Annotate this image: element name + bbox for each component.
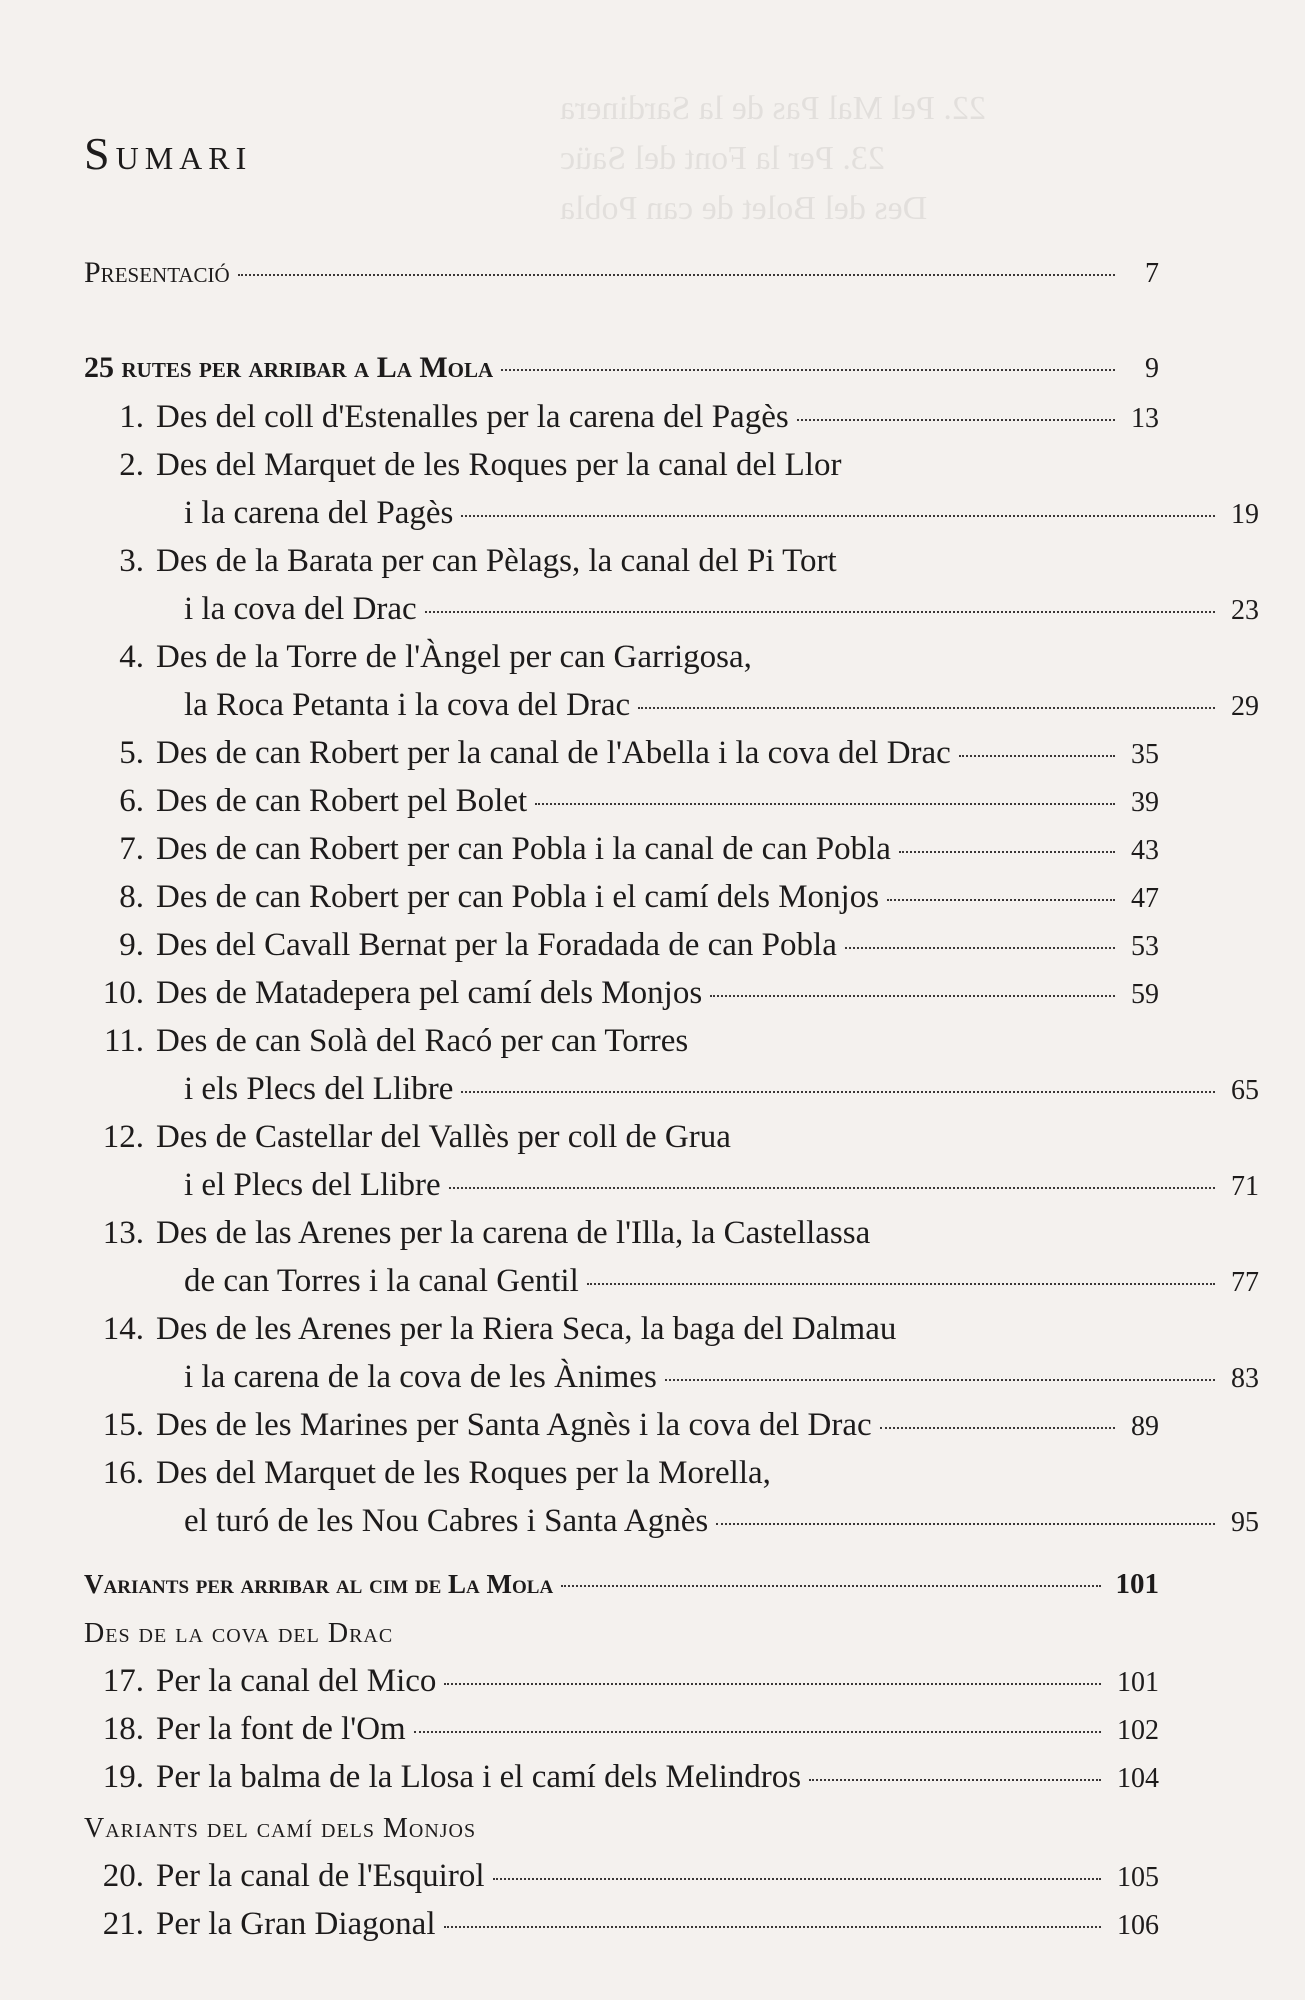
toc-variant-21[interactable] bbox=[84, 1904, 1159, 1946]
route-number: 19. bbox=[102, 1759, 144, 1795]
route-number: 18. bbox=[102, 1711, 144, 1747]
leader-dots bbox=[461, 515, 1215, 517]
toc-page-number: 47 bbox=[1131, 883, 1159, 914]
route-number: 7. bbox=[119, 831, 144, 867]
show-through-ghost-text: 23. Per la Font del Saüc bbox=[560, 140, 885, 177]
leader-dots bbox=[493, 1878, 1101, 1880]
toc-page-number: 35 bbox=[1131, 739, 1159, 770]
route-label: Per la balma de la Llosa i el camí dels Melindros bbox=[156, 1759, 802, 1795]
toc-variant-19[interactable] bbox=[84, 1757, 1159, 1799]
route-label-continued: i el Plecs del Llibre bbox=[184, 1167, 441, 1203]
route-number: 8. bbox=[119, 879, 144, 915]
route-label: Des de Matadepera pel camí dels Monjos bbox=[156, 975, 703, 1011]
toc-route-2-continuation[interactable] bbox=[84, 493, 1259, 535]
route-label: Des de can Solà del Racó per can Torres bbox=[156, 1023, 689, 1059]
leader-dots bbox=[880, 1427, 1115, 1429]
route-number: 16. bbox=[102, 1455, 144, 1491]
toc-route-14-continuation[interactable] bbox=[84, 1357, 1259, 1399]
toc-route-15[interactable] bbox=[84, 1405, 1159, 1447]
toc-page-number: 101 bbox=[1117, 1667, 1159, 1698]
route-number: 10. bbox=[102, 975, 144, 1011]
route-label-continued: el turó de les Nou Cabres i Santa Agnès bbox=[184, 1503, 709, 1539]
toc-page-number: 7 bbox=[1145, 258, 1159, 289]
route-label-continued: i els Plecs del Llibre bbox=[184, 1071, 454, 1107]
toc-route-12-continuation[interactable] bbox=[84, 1165, 1259, 1207]
route-number: 20. bbox=[102, 1858, 144, 1894]
toc-section-variants[interactable] bbox=[84, 1564, 1159, 1604]
toc-page-number: 89 bbox=[1131, 1411, 1159, 1442]
leader-dots bbox=[710, 995, 1115, 997]
route-label: Des de can Robert per can Pobla i el camí dels Monjos bbox=[156, 879, 880, 915]
leader-dots bbox=[809, 1779, 1101, 1781]
toc-route-4-continuation[interactable] bbox=[84, 685, 1259, 727]
toc-page-number: 106 bbox=[1117, 1910, 1159, 1941]
toc-subheading-monjos bbox=[84, 1809, 1159, 1849]
route-label: Per la Gran Diagonal bbox=[156, 1906, 436, 1942]
leader-dots bbox=[665, 1379, 1215, 1381]
toc-route-8[interactable] bbox=[84, 877, 1159, 919]
toc-page-number: 71 bbox=[1231, 1171, 1259, 1202]
route-number: 3. bbox=[119, 543, 144, 579]
route-number: 21. bbox=[102, 1906, 144, 1942]
leader-dots bbox=[797, 419, 1115, 421]
leader-dots bbox=[535, 803, 1115, 805]
toc-route-11[interactable] bbox=[84, 1021, 1159, 1061]
route-label: Des del Cavall Bernat per la Foradada de can Pobla bbox=[156, 927, 837, 963]
toc-route-3[interactable] bbox=[84, 541, 1159, 581]
toc-variant-18[interactable] bbox=[84, 1709, 1159, 1751]
leader-dots bbox=[444, 1683, 1101, 1685]
toc-page-number: 105 bbox=[1117, 1862, 1159, 1893]
leader-dots bbox=[899, 851, 1115, 853]
leader-dots bbox=[449, 1187, 1215, 1189]
toc-section-label: Variants per arribar al cim de La Mola bbox=[84, 1569, 554, 1599]
route-number: 1. bbox=[119, 399, 144, 435]
toc-route-13-continuation[interactable] bbox=[84, 1261, 1259, 1303]
leader-dots bbox=[845, 947, 1115, 949]
route-label: Per la canal de l'Esquirol bbox=[156, 1858, 485, 1894]
toc-section-label: 25 rutes per arribar a La Mola bbox=[84, 351, 494, 384]
route-label: Per la canal del Mico bbox=[156, 1663, 437, 1699]
route-number: 4. bbox=[119, 639, 144, 675]
leader-dots bbox=[444, 1926, 1102, 1928]
leader-dots bbox=[638, 707, 1215, 709]
toc-page-number: 29 bbox=[1231, 691, 1259, 722]
route-label: Des de can Robert pel Bolet bbox=[156, 783, 528, 819]
toc-route-11-continuation[interactable] bbox=[84, 1069, 1259, 1111]
route-number: 11. bbox=[103, 1023, 144, 1059]
toc-route-13[interactable] bbox=[84, 1213, 1159, 1253]
toc-page-number: 104 bbox=[1117, 1763, 1159, 1794]
toc-subheading-label: Des de la cova del Drac bbox=[84, 1618, 394, 1649]
toc-page-number: 83 bbox=[1231, 1363, 1259, 1394]
route-label-continued: i la cova del Drac bbox=[184, 591, 417, 627]
toc-route-9[interactable] bbox=[84, 925, 1159, 967]
leader-dots bbox=[587, 1283, 1215, 1285]
toc-page-number: 9 bbox=[1145, 353, 1159, 384]
toc-route-7[interactable] bbox=[84, 829, 1159, 871]
leader-dots bbox=[887, 899, 1115, 901]
toc-page-number: 19 bbox=[1231, 499, 1259, 530]
toc-page-number: 53 bbox=[1131, 931, 1159, 962]
toc-subheading-label: Variants del camí dels Monjos bbox=[84, 1813, 477, 1844]
toc-page-number: 43 bbox=[1131, 835, 1159, 866]
toc-page-number: 95 bbox=[1231, 1507, 1259, 1538]
leader-dots bbox=[501, 369, 1115, 371]
route-number: 9. bbox=[119, 927, 144, 963]
toc-route-5[interactable] bbox=[84, 733, 1159, 775]
leader-dots bbox=[959, 755, 1115, 757]
route-number: 6. bbox=[119, 783, 144, 819]
toc-page-number: 77 bbox=[1231, 1267, 1259, 1298]
page-title: Sumari bbox=[84, 127, 253, 179]
toc-section-rutes[interactable] bbox=[84, 348, 1159, 389]
route-label: Des de la Torre de l'Àngel per can Garrigosa, bbox=[156, 639, 752, 675]
toc-route-4[interactable] bbox=[84, 637, 1159, 677]
leader-dots bbox=[238, 274, 1115, 276]
route-label: Des del Marquet de les Roques per la Morella, bbox=[156, 1455, 771, 1491]
toc-variant-20[interactable] bbox=[84, 1856, 1159, 1898]
toc-route-14[interactable] bbox=[84, 1309, 1159, 1349]
route-label-continued: la Roca Petanta i la cova del Drac bbox=[184, 687, 631, 723]
route-label-continued: i la carena de la cova de les Ànimes bbox=[184, 1359, 657, 1395]
route-label: Des de les Marines per Santa Agnès i la cova del Drac bbox=[156, 1407, 872, 1443]
toc-route-16-continuation[interactable] bbox=[84, 1501, 1259, 1543]
route-label: Des de la Barata per can Pèlags, la canal del Pi Tort bbox=[156, 543, 837, 579]
show-through-ghost-text: 22. Pel Mal Pas de la Sardinera bbox=[560, 90, 986, 127]
toc-variant-17[interactable] bbox=[84, 1661, 1159, 1703]
route-number: 12. bbox=[102, 1119, 144, 1155]
route-label: Per la font de l'Om bbox=[156, 1711, 406, 1747]
toc-page-number: 13 bbox=[1131, 403, 1159, 434]
route-label: Des del Marquet de les Roques per la canal del Llor bbox=[156, 447, 842, 483]
route-number: 15. bbox=[102, 1407, 144, 1443]
toc-page-number: 65 bbox=[1231, 1075, 1259, 1106]
toc-route-1[interactable] bbox=[84, 397, 1159, 439]
leader-dots bbox=[561, 1585, 1101, 1587]
route-number: 13. bbox=[102, 1215, 144, 1251]
route-label: Des de les Arenes per la Riera Seca, la baga del Dalmau bbox=[156, 1311, 897, 1347]
toc-page-number: 59 bbox=[1131, 979, 1159, 1010]
toc-route-10[interactable] bbox=[84, 973, 1159, 1015]
route-label: Des de can Robert per can Pobla i la canal de can Pobla bbox=[156, 831, 891, 867]
toc-route-6[interactable] bbox=[84, 781, 1159, 823]
leader-dots bbox=[425, 611, 1215, 613]
leader-dots bbox=[461, 1091, 1215, 1093]
leader-dots bbox=[716, 1523, 1215, 1525]
route-number: 14. bbox=[102, 1311, 144, 1347]
route-label-continued: de can Torres i la canal Gentil bbox=[184, 1263, 579, 1299]
route-label-continued: i la carena del Pagès bbox=[184, 495, 454, 531]
toc-route-3-continuation[interactable] bbox=[84, 589, 1259, 631]
route-label: Des de Castellar del Vallès per coll de Grua bbox=[156, 1119, 731, 1155]
route-label: Des de can Robert per la canal de l'Abella i la cova del Drac bbox=[156, 735, 951, 771]
leader-dots bbox=[414, 1731, 1101, 1733]
toc-route-16[interactable] bbox=[84, 1453, 1159, 1493]
route-number: 17. bbox=[102, 1663, 144, 1699]
route-label: Des del coll d'Estenalles per la carena del Pagès bbox=[156, 399, 789, 435]
route-number: 5. bbox=[119, 735, 144, 771]
toc-page-number: 39 bbox=[1131, 787, 1159, 818]
toc-entry-presentacio[interactable] bbox=[84, 253, 1159, 294]
toc-subheading-cova bbox=[84, 1614, 1159, 1654]
toc-page-number: 101 bbox=[1115, 1568, 1159, 1600]
toc-page-number: 102 bbox=[1117, 1715, 1159, 1746]
route-number: 2. bbox=[119, 447, 144, 483]
route-label: Des de las Arenes per la carena de l'Illa, la Castellassa bbox=[156, 1215, 871, 1251]
toc-page-number: 23 bbox=[1231, 595, 1259, 626]
toc-route-2[interactable] bbox=[84, 445, 1159, 485]
show-through-ghost-text: Des del Bolet de can Pobla bbox=[560, 190, 928, 227]
toc-entry-label: Presentació bbox=[84, 256, 230, 289]
toc-route-12[interactable] bbox=[84, 1117, 1159, 1157]
